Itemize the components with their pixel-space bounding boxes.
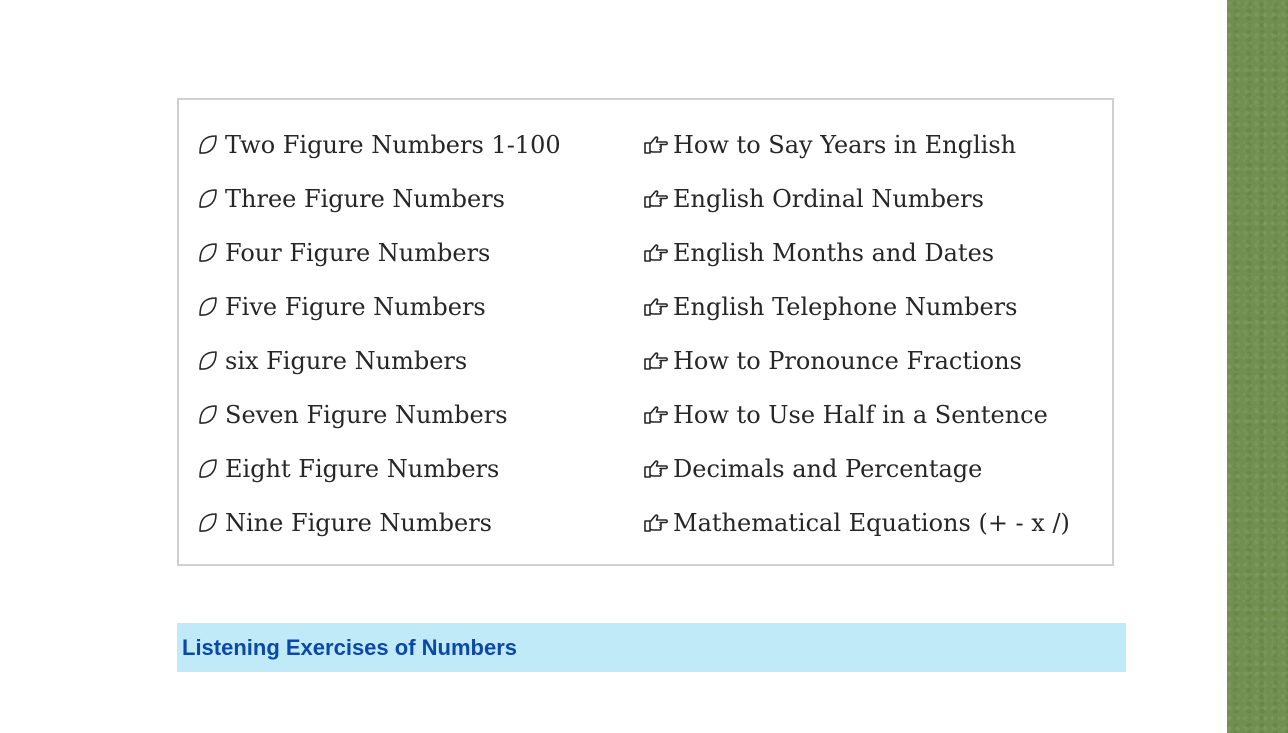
link-label[interactable]: Three Figure Numbers xyxy=(225,185,505,213)
hand-pointing-right-icon xyxy=(643,226,669,280)
link-label[interactable]: Decimals and Percentage xyxy=(673,455,983,483)
link-label[interactable]: Two Figure Numbers 1-100 xyxy=(225,131,561,159)
link-label[interactable]: Mathematical Equations (+ - x /) xyxy=(673,509,1070,537)
hand-pointing-right-icon xyxy=(643,388,669,442)
hand-pointing-right-icon xyxy=(643,442,669,496)
leaf-icon xyxy=(195,496,221,550)
section-title: Listening Exercises of Numbers xyxy=(182,635,517,660)
list-item[interactable] xyxy=(643,496,1070,550)
link-label[interactable]: English Months and Dates xyxy=(673,239,995,267)
link-label[interactable]: six Figure Numbers xyxy=(225,347,468,375)
section-header-bar xyxy=(177,623,1126,672)
list-item[interactable] xyxy=(195,334,561,388)
right-link-list xyxy=(643,118,1070,550)
list-item[interactable] xyxy=(643,172,1070,226)
list-item[interactable] xyxy=(643,280,1070,334)
list-item[interactable] xyxy=(195,496,561,550)
hand-pointing-right-icon xyxy=(643,118,669,172)
link-label[interactable]: Nine Figure Numbers xyxy=(225,509,492,537)
left-link-list xyxy=(195,118,561,550)
list-item[interactable] xyxy=(195,226,561,280)
list-item[interactable] xyxy=(643,118,1070,172)
link-label[interactable]: Four Figure Numbers xyxy=(225,239,491,267)
leaf-icon xyxy=(195,334,221,388)
leaf-icon xyxy=(195,280,221,334)
link-label[interactable]: How to Say Years in English xyxy=(673,131,1017,159)
hand-pointing-right-icon xyxy=(643,334,669,388)
list-item[interactable] xyxy=(195,172,561,226)
sidebar-strip xyxy=(1227,0,1288,733)
link-label[interactable]: Five Figure Numbers xyxy=(225,293,486,321)
hand-pointing-right-icon xyxy=(643,172,669,226)
list-item[interactable] xyxy=(195,442,561,496)
leaf-icon xyxy=(195,172,221,226)
list-item[interactable] xyxy=(643,442,1070,496)
link-label[interactable]: Eight Figure Numbers xyxy=(225,455,500,483)
number-links-box xyxy=(177,98,1114,566)
leaf-icon xyxy=(195,388,221,442)
link-label[interactable]: Seven Figure Numbers xyxy=(225,401,508,429)
leaf-icon xyxy=(195,118,221,172)
leaf-icon xyxy=(195,442,221,496)
list-item[interactable] xyxy=(643,388,1070,442)
leaf-icon xyxy=(195,226,221,280)
hand-pointing-right-icon xyxy=(643,280,669,334)
list-item[interactable] xyxy=(195,118,561,172)
list-item[interactable] xyxy=(195,388,561,442)
list-item[interactable] xyxy=(643,226,1070,280)
hand-pointing-right-icon xyxy=(643,496,669,550)
link-label[interactable]: English Ordinal Numbers xyxy=(673,185,984,213)
link-label[interactable]: English Telephone Numbers xyxy=(673,293,1018,321)
link-label[interactable]: How to Pronounce Fractions xyxy=(673,347,1022,375)
link-label[interactable]: How to Use Half in a Sentence xyxy=(673,401,1048,429)
list-item[interactable] xyxy=(643,334,1070,388)
list-item[interactable] xyxy=(195,280,561,334)
